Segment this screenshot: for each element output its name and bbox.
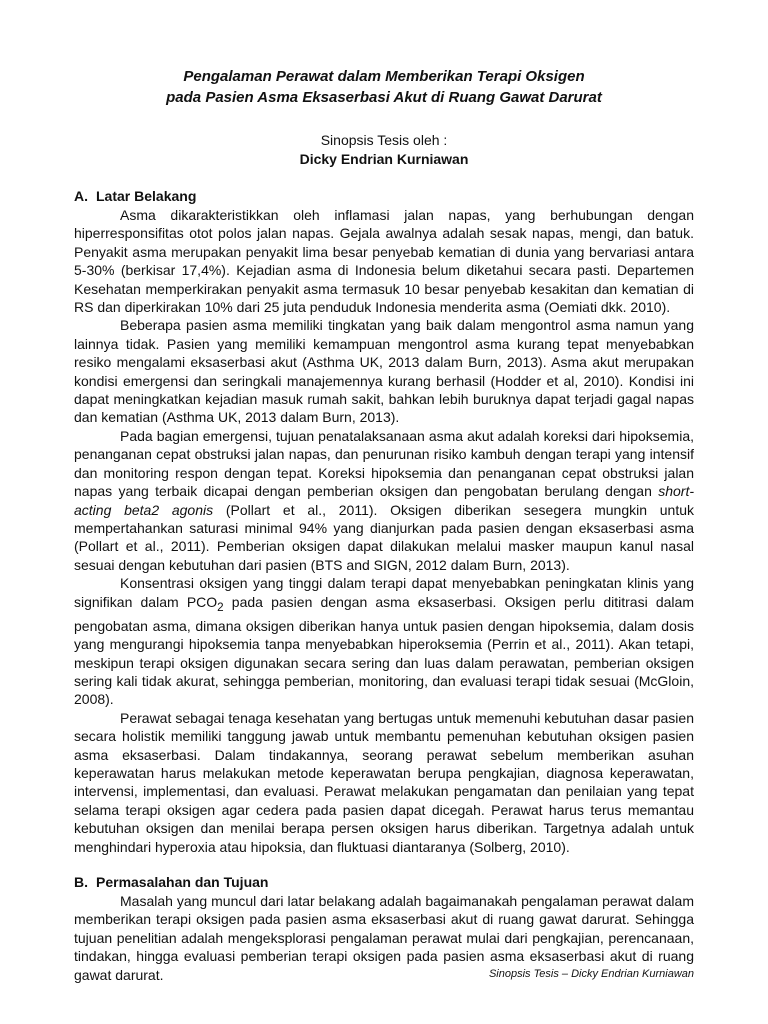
p4-subscript: 2 — [217, 600, 224, 614]
section-a-paragraph-5: Perawat sebagai tenaga kesehatan yang bertugas untuk memenuhi kebutuhan dasar pasien secara holistik memiliki tanggung jawab untuk membantu pemenuhan kebutuhan oksigen pasien asma eksaserbasi. Dalam tindakannya, seorang perawat sebelum memberikan asuhan keperawatan harus melakukan metode keperawatan berupa pengkajian, diagnosa keperawatan, intervensi, implementasi, dan evaluasi. Perawat melakukan pengamatan dan penilaian yang tepat selama terapi oksigen agar cedera pada pasien dapat dicegah. Perawat harus terus memantau kebutuhan oksigen dan menilai berapa persen oksigen harus diberikan. Targetnya adalah untuk menghindari hyperoxia atau hipoksia, dan fluktuasi diantaranya (Solberg, 2010). — [74, 709, 694, 855]
section-b-heading — [74, 873, 694, 892]
p3-emphasis: short-acting beta2 agonis — [74, 483, 694, 518]
synopsis-label: Sinopsis Tesis oleh : — [320, 132, 448, 148]
p3-text-b: (Pollart et al., 2011). Oksigen diberikan sesegera mungkin untuk mempertahankan saturasi minimal 94% yang dianjurkan pada pasien dengan eksaserbasi asma (Pollart et al., 2011). Pemberian oksigen dapat dilakukan melalui masker maupun kanul nasal sesuai dengan kebutuhan dari pasien (BTS and SIGN, 2012 dalam Burn, 2013). — [74, 501, 694, 573]
title-line-2: pada Pasien Asma Eksaserbasi Akut di Ruang Gawat Darurat — [166, 89, 602, 106]
page-footer: Sinopsis Tesis – Dicky Endrian Kurniawan — [488, 968, 694, 980]
section-a-paragraph-4 — [74, 574, 694, 709]
author-name: Dicky Endrian Kurniawan — [299, 151, 469, 167]
p3-text-a: Pada bagian emergensi, tujuan penatalaksanaan asma akut adalah koreksi dari hipoksemia, penanganan cepat obstruksi jalan napas, dan penurunan risiko kambuh dengan terapi yang intensif dan monitoring respon dengan tepat. Koreksi hipoksemia dan penanganan cepat obstruksi jalan napas yang terbaik dicapai dengan pemberian oksigen dan pengobatan berulang dengan — [74, 427, 694, 500]
section-a-number: A. — [74, 188, 88, 204]
section-b-number: B. — [74, 874, 88, 891]
p4-text-a: Konsentrasi oksigen yang tinggi dalam terapi dapat menyebabkan peningkatan klinis yang signifikan dalam PCO — [74, 575, 694, 610]
section-b-title: Permasalahan dan Tujuan — [96, 874, 269, 891]
section-a-heading — [74, 187, 694, 206]
p4-text-b: pada pasien dengan asma eksaserbasi. Oksigen perlu dititrasi dalam pengobatan asma, dimana oksigen diberikan hanya untuk pasien dengan hipoksemia, dalam dosis yang mengurangi hipoksemia tanpa menyebabkan hiperoksemia (Perrin et al., 2011). Akan tetapi, meskipun terapi oksigen digunakan secara sering dan luas dalam perawatan, pemberian oksigen sering kali tidak akurat, sehingga pemberian, monitoring, dan evaluasi terapi tidak sesuai (McGloin, 2008). — [74, 593, 694, 708]
section-b-paragraph-1: Masalah yang muncul dari latar belakang adalah bagaimanakah pengalaman perawat dalam memberikan terapi oksigen pada pasien asma eksaserbasi akut di ruang gawat darurat. Sehingga tujuan penelitian adalah mengeksplorasi pengalaman perawat mulai dari pengkajian, perencanaan, tindakan, hingga evaluasi pemberian terapi oksigen pada pasien asma eksaserbasi akut di ruang gawat darurat. — [74, 893, 694, 983]
section-a-paragraph-3 — [74, 427, 694, 574]
title-line-1: Pengalaman Perawat dalam Memberikan Terapi Oksigen — [183, 68, 585, 85]
section-a-paragraph-1: Asma dikarakteristikkan oleh inflamasi jalan napas, yang berhubungan dengan hiperresponsifitas otot polos jalan napas. Gejala awalnya adalah sesak napas, mengi, dan batuk. Penyakit asma merupakan penyakit lima besar penyebab kematian di dunia yang bervariasi antara 5-30% (berkisar 17,4%). Kejadian asma di Indonesia belum diketahui secara pasti. Departemen Kesehatan memperkirakan penyakit asma termasuk 10 besar penyebab kesakitan dan kematian di RS dan diperkirakan 10% dari 25 juta penduduk Indonesia menderita asma (Oemiati dkk. 2010). — [74, 207, 694, 316]
section-a-title: Latar Belakang — [96, 188, 197, 204]
section-a-paragraph-2: Beberapa pasien asma memiliki tingkatan yang baik dalam mengontrol asma namun yang lainnya tidak. Pasien yang memiliki kemampuan mengontrol asma kurang tepat menyebabkan resiko mengalami eksaserbasi akut (Asthma UK, 2013 dalam Burn, 2013). Asma akut merupakan kondisi emergensi dan seringkali manajemennya kurang berhasil (Hodder et al, 2010). Kondisi ini dapat meningkatkan kejadian masuk rumah sakit, bahkan lebih buruknya dapat terjadi gagal napas dan kematian (Asthma UK, 2013 dalam Burn, 2013). — [74, 317, 694, 426]
